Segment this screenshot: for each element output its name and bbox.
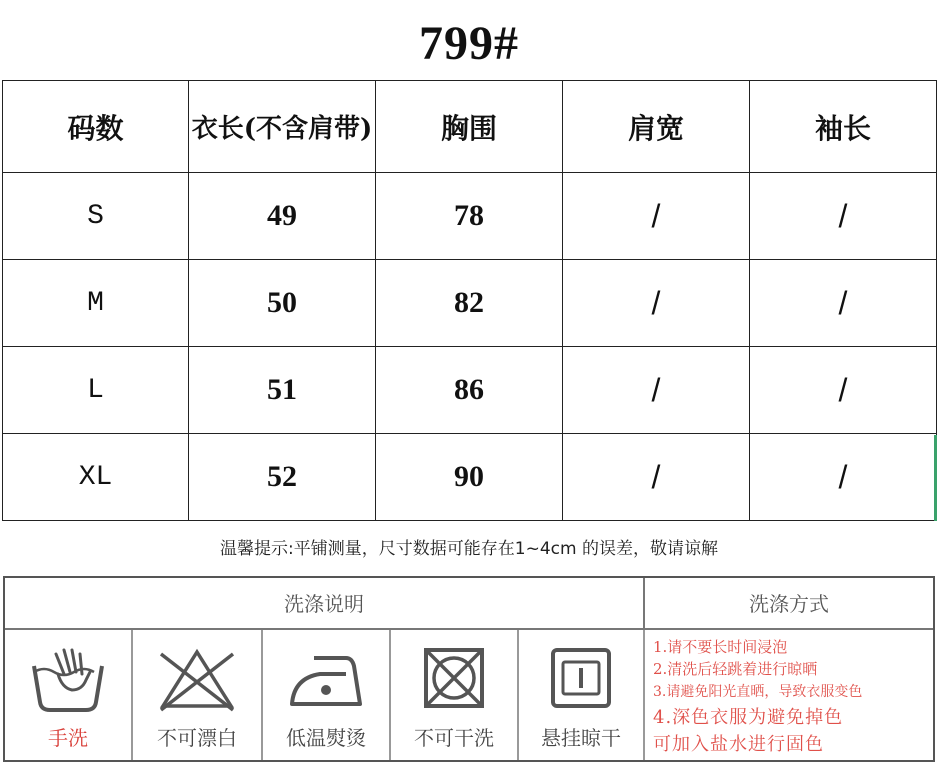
shoulder-cell: / bbox=[563, 260, 750, 347]
size-cell: L bbox=[3, 347, 189, 434]
size-table-header-row bbox=[3, 81, 937, 173]
size-cell: S bbox=[3, 173, 189, 260]
low-temp-iron-label: 低温熨烫 bbox=[286, 726, 366, 750]
washing-instructions-panel bbox=[3, 576, 935, 762]
hang-dry-label: 悬挂晾干 bbox=[541, 726, 621, 750]
wash-method-header: 洗涤方式 bbox=[645, 578, 933, 630]
header-sleeve: 袖长 bbox=[750, 81, 937, 173]
bust-cell: 82 bbox=[376, 260, 563, 347]
hang-dry-cell bbox=[519, 630, 645, 760]
hand-wash-label: 手洗 bbox=[48, 726, 88, 750]
size-cell: XL bbox=[3, 434, 189, 521]
length-cell: 49 bbox=[189, 173, 376, 260]
wash-method-item: 1.请不要长时间浸泡 bbox=[653, 638, 788, 656]
bust-cell: 90 bbox=[376, 434, 563, 521]
header-size: 码数 bbox=[3, 81, 189, 173]
measurement-note: 温馨提示:平铺测量，尺寸数据可能存在1~4cm 的误差，敬请谅解 bbox=[220, 539, 718, 559]
header-bust: 胸围 bbox=[376, 81, 563, 173]
no-dry-clean-cell bbox=[391, 630, 519, 760]
no-dry-clean-icon bbox=[414, 644, 494, 716]
wash-instructions-header: 洗涤说明 bbox=[5, 578, 645, 630]
size-cell: M bbox=[3, 260, 189, 347]
bust-cell: 86 bbox=[376, 347, 563, 434]
header-shoulder: 肩宽 bbox=[563, 81, 750, 173]
product-code-title: 799# bbox=[419, 17, 519, 70]
green-edge-marker bbox=[934, 435, 937, 521]
low-temp-iron-cell bbox=[263, 630, 391, 760]
wash-method-item: 可加入盐水进行固色 bbox=[653, 734, 824, 755]
no-bleach-label: 不可漂白 bbox=[157, 726, 237, 750]
table-row bbox=[3, 173, 937, 260]
wash-method-item: 2.清洗后轻跳着进行晾晒 bbox=[653, 660, 818, 678]
wash-method-item: 4.深色衣服为避免掉色 bbox=[653, 707, 844, 728]
no-dry-clean-label: 不可干洗 bbox=[414, 726, 494, 750]
bust-cell: 78 bbox=[376, 173, 563, 260]
wash-method-item: 3.请避免阳光直晒，导致衣服变色 bbox=[653, 684, 863, 700]
sleeve-cell: / bbox=[750, 260, 937, 347]
table-row bbox=[3, 347, 937, 434]
shoulder-cell: / bbox=[563, 347, 750, 434]
hang-dry-icon bbox=[543, 644, 619, 716]
size-chart-table bbox=[2, 80, 937, 521]
low-temp-iron-icon bbox=[284, 644, 368, 716]
no-bleach-icon bbox=[155, 644, 239, 716]
sleeve-cell: / bbox=[750, 434, 937, 521]
length-cell: 51 bbox=[189, 347, 376, 434]
no-bleach-cell bbox=[133, 630, 263, 760]
length-cell: 52 bbox=[189, 434, 376, 521]
shoulder-cell: / bbox=[563, 434, 750, 521]
hand-wash-cell bbox=[5, 630, 133, 760]
header-length: 衣长(不含肩带) bbox=[189, 81, 376, 173]
wash-method-list bbox=[653, 636, 933, 758]
sleeve-cell: / bbox=[750, 173, 937, 260]
table-row bbox=[3, 434, 937, 521]
sleeve-cell: / bbox=[750, 347, 937, 434]
length-cell: 50 bbox=[189, 260, 376, 347]
shoulder-cell: / bbox=[563, 173, 750, 260]
hand-wash-icon bbox=[28, 644, 108, 718]
table-row bbox=[3, 260, 937, 347]
